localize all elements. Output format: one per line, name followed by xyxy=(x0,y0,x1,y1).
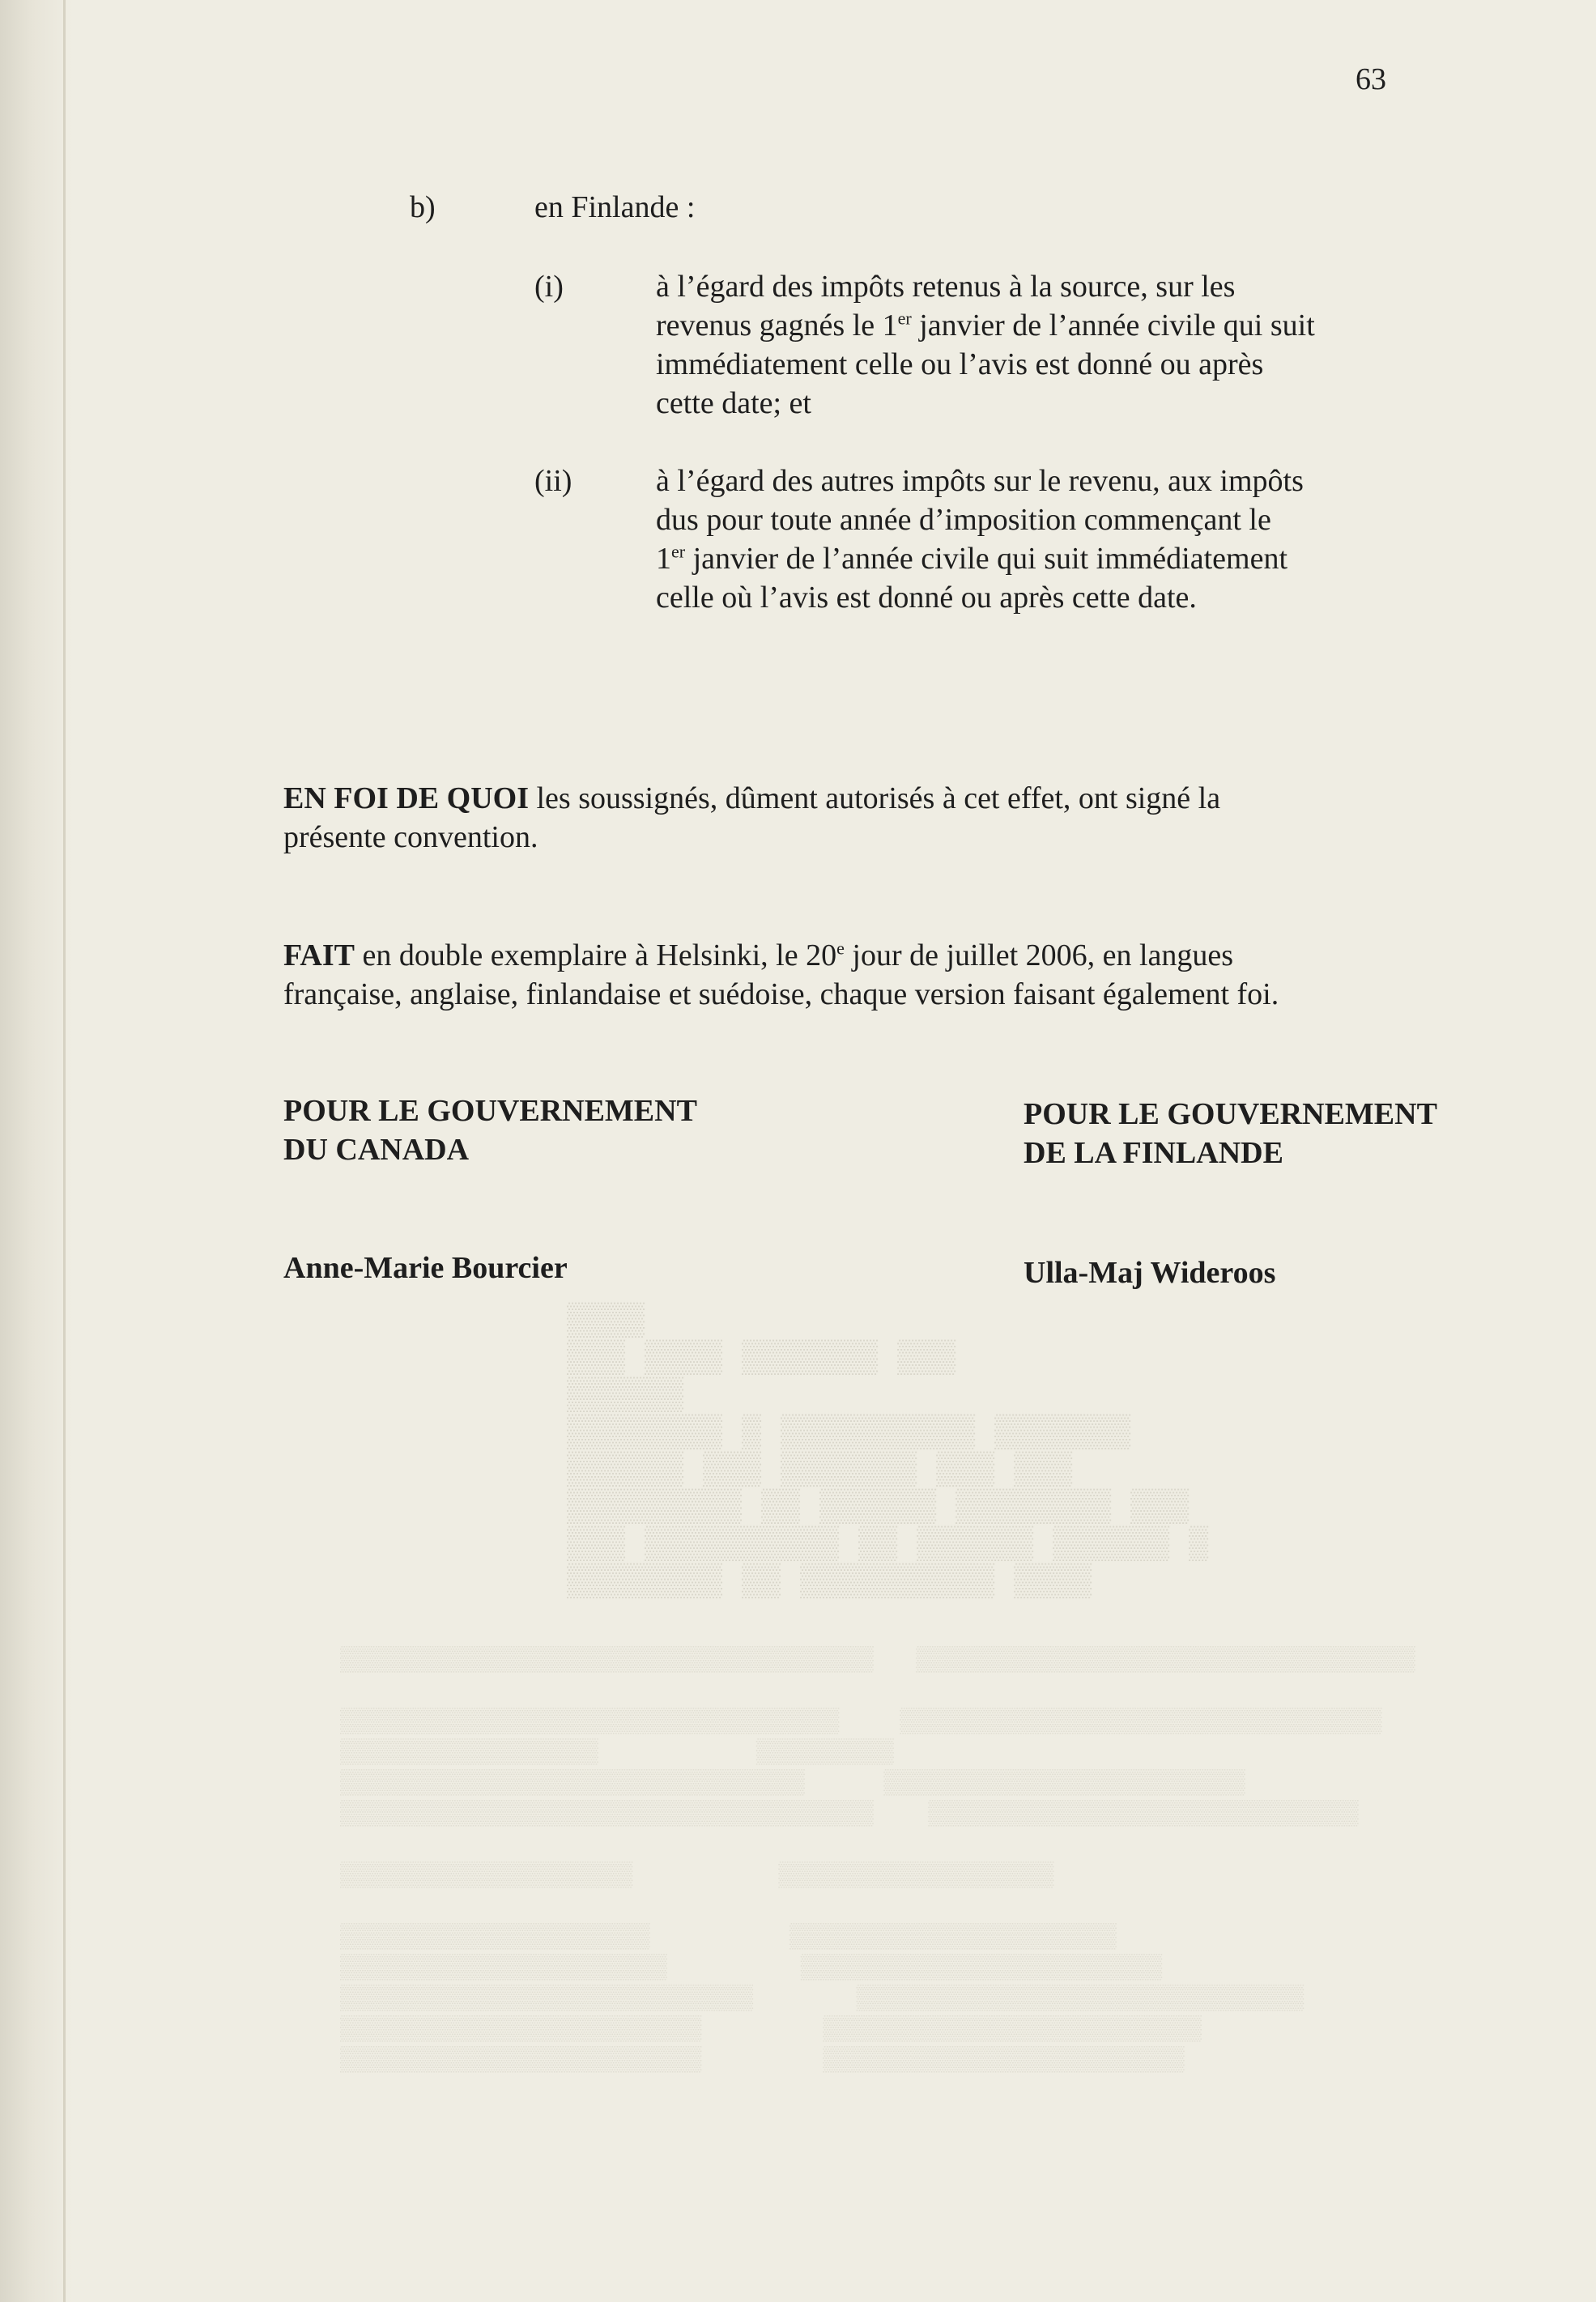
signer-name-finland: Ulla-Maj Wideroos xyxy=(1024,1256,1276,1290)
witness-bold: EN FOI DE QUOI xyxy=(283,781,529,815)
item-i-label: (i) xyxy=(534,270,564,304)
item-i-line: cette date; et xyxy=(656,386,811,420)
done-bold: FAIT xyxy=(283,938,355,972)
item-ii-text xyxy=(656,462,1433,617)
item-ii-line: celle où l’avis est donné ou après cette date. xyxy=(656,581,1197,615)
page-number: 63 xyxy=(1356,62,1386,96)
item-ii-label: (ii) xyxy=(534,464,572,498)
done-paragraph: FAIT en double exemplaire à Helsinki, le 20e jour de juillet 2006, en langues française, anglaise, finlandaise et suédoise, chaque version faisant également foi. xyxy=(283,938,1279,1011)
item-i-line: revenus gagnés le 1er janvier de l’année civile qui suit xyxy=(656,308,1315,343)
item-i-line: immédiatement celle ou l’avis est donné ou après xyxy=(656,347,1264,381)
signatory-finland: POUR LE GOUVERNEMENT DE LA FINLANDE xyxy=(1024,1097,1437,1170)
item-i-line: à l’égard des impôts retenus à la source, sur les xyxy=(656,270,1236,304)
section-b-heading: en Finlande : xyxy=(534,190,696,224)
item-ii-line: 1er janvier de l’année civile qui suit immédiatement xyxy=(656,541,1288,576)
signer-name-canada: Anne-Marie Bourcier xyxy=(283,1251,568,1285)
show-through-texture: ▒▒▒▒ ▒▒▒ ▒▒▒▒ ▒▒▒▒▒▒▒ ▒▒▒ ▒▒▒▒▒▒ ▒▒▒▒▒▒▒▒ ▒ ▒▒▒▒▒▒▒▒▒▒ ▒▒▒▒▒▒▒ ▒▒▒▒▒▒ ▒▒▒ ▒▒▒▒▒▒▒ ▒▒▒ ▒▒▒ ▒▒▒▒▒▒▒▒▒ ▒▒ ▒▒▒▒▒▒ ▒▒▒▒▒▒▒▒ ▒▒▒ ▒▒▒ ▒▒▒▒▒▒▒▒▒▒ ▒▒ ▒▒▒▒▒▒ ▒▒▒▒▒▒ ▒ ▒▒▒▒▒▒▒▒ ▒▒ ▒▒▒▒▒▒▒▒▒▒ ▒▒▒▒ xyxy=(567,1304,1209,1601)
signatory-canada: POUR LE GOUVERNEMENT DU CANADA xyxy=(283,1094,697,1167)
item-ii-line: dus pour toute année d’imposition commençant le xyxy=(656,503,1271,537)
witness-paragraph: EN FOI DE QUOI les soussignés, dûment autorisés à cet effet, ont signé la présente convention. xyxy=(283,781,1221,854)
item-i-text xyxy=(656,267,1433,423)
item-ii-line: à l’égard des autres impôts sur le revenu, aux impôts xyxy=(656,464,1304,498)
section-b-label: b) xyxy=(410,190,436,224)
page-spine xyxy=(63,0,66,2302)
show-through-texture-lower: ▒▒▒▒▒▒▒▒▒▒▒▒▒▒▒▒▒▒▒▒▒▒▒▒▒▒▒▒▒▒▒ ▒▒▒▒▒▒▒▒▒▒▒▒▒▒▒▒▒▒▒▒▒▒▒▒▒▒▒▒▒ ▒▒▒▒▒▒▒▒▒▒▒▒▒▒▒▒▒▒▒▒▒▒▒▒▒▒▒▒▒ ▒▒▒▒▒▒▒▒▒▒▒▒▒▒▒▒▒▒▒▒▒▒▒▒▒▒▒▒ ▒▒▒▒▒▒▒▒▒▒▒▒▒▒▒ ▒▒▒▒▒▒▒▒ ▒▒▒▒▒▒▒▒▒▒▒▒▒▒▒▒▒▒▒▒▒▒▒▒▒▒▒ ▒▒▒▒▒▒▒▒▒▒▒▒▒▒▒▒▒▒▒▒▒ ▒▒▒▒▒▒▒▒▒▒▒▒▒▒▒▒▒▒▒▒▒▒▒▒▒▒▒▒▒▒▒ ▒▒▒▒▒▒▒▒▒▒▒▒▒▒▒▒▒▒▒▒▒▒▒▒▒ ▒▒▒▒▒▒▒▒▒▒▒▒▒▒▒▒▒ ▒▒▒▒▒▒▒▒▒▒▒▒▒▒▒▒ ▒▒▒▒▒▒▒▒▒▒▒▒▒▒▒▒▒▒ ▒▒▒▒▒▒▒▒▒▒▒▒▒▒▒▒▒▒▒ ▒▒▒▒▒▒▒▒▒▒▒▒▒▒▒▒▒▒▒ ▒▒▒▒▒▒▒▒▒▒▒▒▒▒▒▒▒▒▒▒▒ ▒▒▒▒▒▒▒▒▒▒▒▒▒▒▒▒▒▒▒▒▒▒▒▒ ▒▒▒▒▒▒▒▒▒▒▒▒▒▒▒▒▒▒▒▒▒▒▒▒▒▒ ▒▒▒▒▒▒▒▒▒▒▒▒▒▒▒▒▒▒▒▒▒ ▒▒▒▒▒▒▒▒▒▒▒▒▒▒▒▒▒▒▒▒▒▒ ▒▒▒▒▒▒▒▒▒▒▒▒▒▒▒▒▒▒▒▒▒ ▒▒▒▒▒▒▒▒▒▒▒▒▒▒▒▒▒▒▒▒▒ xyxy=(340,1645,1415,2072)
